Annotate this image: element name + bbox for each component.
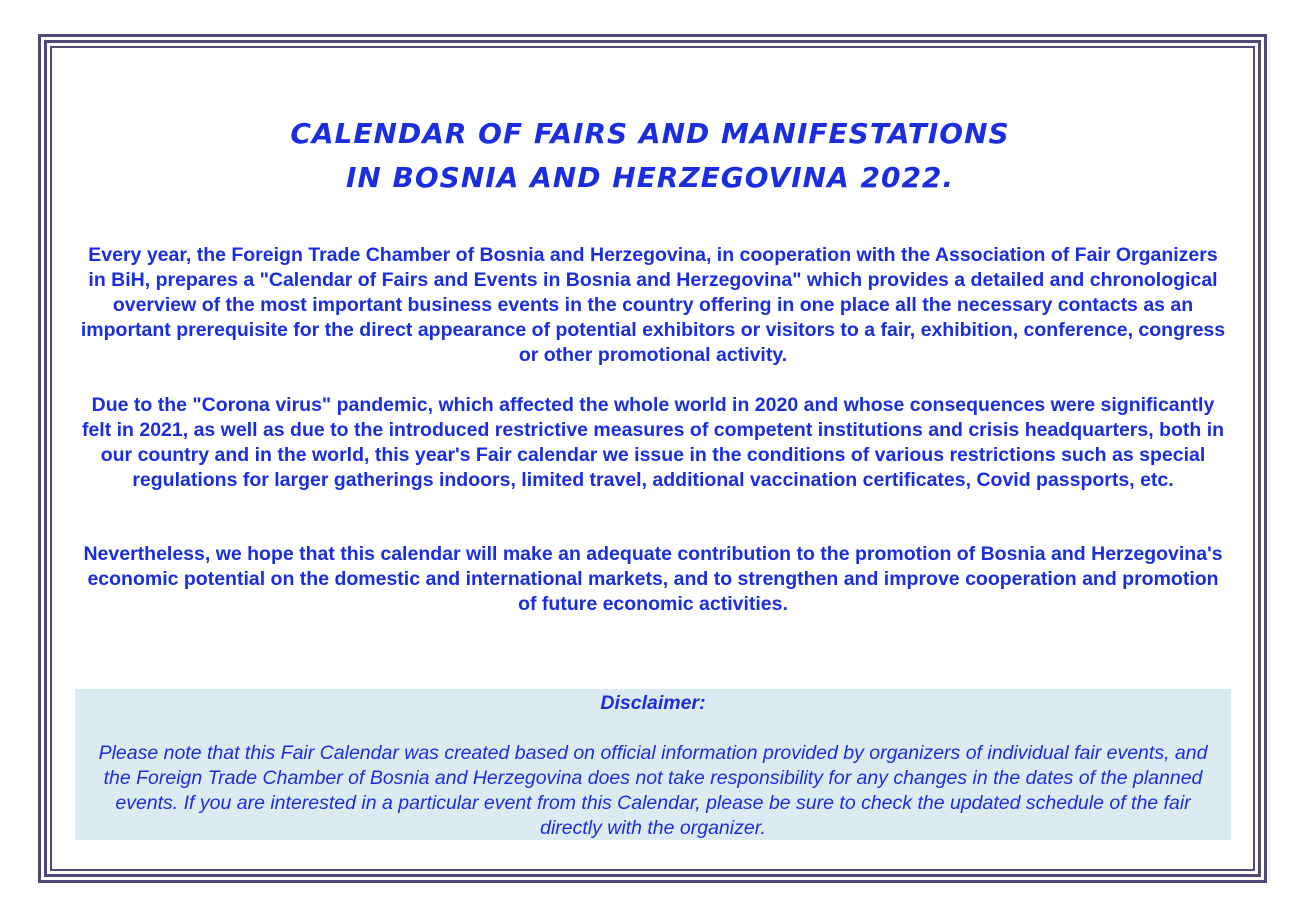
closing-paragraph: Nevertheless, we hope that this calendar will make an adequate contribution to the promotion of Bosnia and Herzegovina's economic potential on the domestic and international markets, and to strengthen and improve cooperation and promotion of future economic activities. [83,543,1223,615]
page-title-line-1: CALENDAR OF FAIRS AND MANIFESTATIONS [290,117,1010,150]
disclaimer-text: Please note that this Fair Calendar was created based on official information provided by organizers of individual fair events, and the Foreign Trade Chamber of Bosnia and Herzegovina does not take responsibility for any changes in the dates of the planned events. If you are interested in a particular event from this Calendar, please be sure to check the updated schedule of the fair directly with the organizer. [98,742,1208,839]
page-title [0,112,1300,200]
disclaimer-box [75,689,1231,840]
pandemic-paragraph: Due to the "Corona virus" pandemic, which affected the whole world in 2020 and whose consequences were significantly felt in 2021, as well as due to the introduced restrictive measures of competent institutions and crisis headquarters, both in our country and in the world, this year's Fair calendar we issue in the conditions of various restrictions such as special regulations for larger gatherings indoors, limited travel, additional vaccination certificates, Covid passports, etc. [81,394,1225,491]
page-title-line-2: IN BOSNIA AND HERZEGOVINA 2022. [345,161,955,194]
intro-paragraph: Every year, the Foreign Trade Chamber of Bosnia and Herzegovina, in cooperation with the Association of Fair Organizers in BiH, prepares a "Calendar of Fairs and Events in Bosnia and Herzegovina" which provides a detailed and chronological overview of the most important business events in the country offering in one place all the necessary contacts as an important prerequisite for the direct appearance of potential exhibitors or visitors to a fair, exhibition, conference, congress or other promotional activity. [80,244,1226,366]
disclaimer-title: Disclaimer: [600,692,706,714]
